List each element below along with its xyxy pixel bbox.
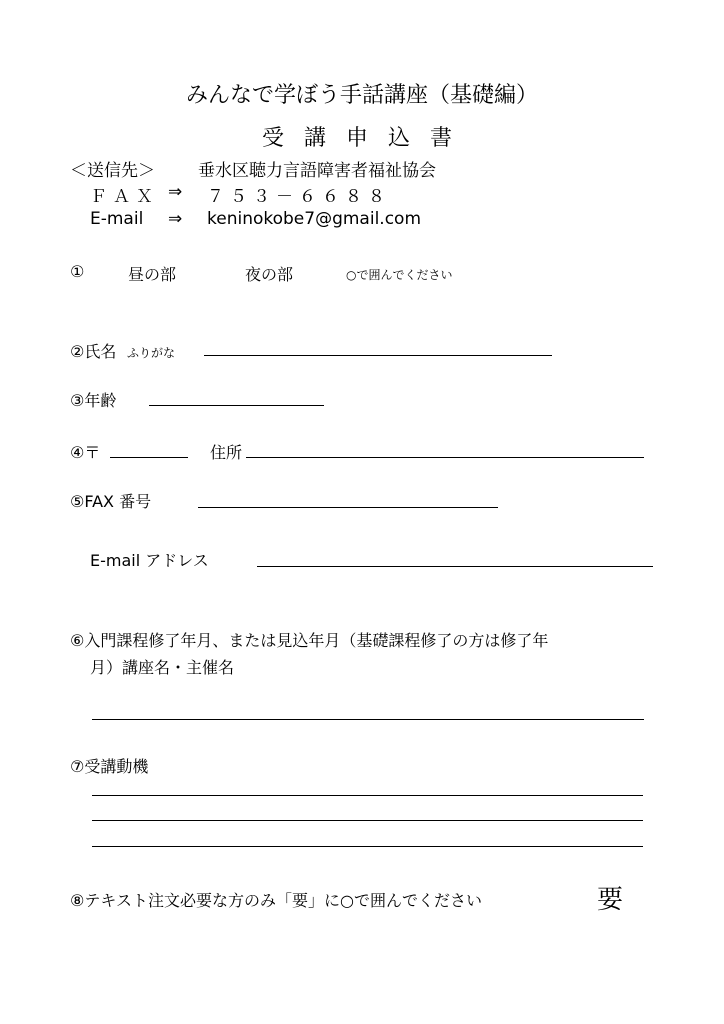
motivation-field-1[interactable] <box>92 795 643 796</box>
age-label: ③年齢 <box>70 391 117 410</box>
email-label: E-mail <box>90 209 144 229</box>
motivation-label: ⑦受講動機 <box>70 757 149 776</box>
email-address-label: E-mail アドレス <box>90 551 209 570</box>
address-field[interactable] <box>246 457 644 458</box>
name-label: ②氏名 <box>70 342 117 361</box>
age-field[interactable] <box>149 405 324 406</box>
recipient-org: 垂水区聴力言語障害者福祉協会 <box>198 161 436 181</box>
motivation-field-2[interactable] <box>92 820 643 821</box>
postal-label: ④〒 <box>70 443 101 462</box>
fax-label: ＦＡＸ <box>90 187 159 207</box>
name-field[interactable] <box>204 355 552 356</box>
email-arrow: ⇒ <box>168 209 183 229</box>
recipient-label: ＜送信先＞ <box>70 161 155 181</box>
option-day[interactable]: 昼の部 <box>128 265 177 284</box>
course-field[interactable] <box>92 719 644 720</box>
email-address: keninokobe7@gmail.com <box>207 209 422 229</box>
option-night[interactable]: 夜の部 <box>245 265 294 284</box>
form-subtitle: 受講申込書 <box>261 126 472 151</box>
postal-field[interactable] <box>110 457 188 458</box>
fax-number-label: ⑤FAX 番号 <box>70 492 152 511</box>
textbook-order-label: ⑧テキスト注文必要な方のみ「要」に○で囲んでください <box>70 891 482 910</box>
address-label: 住所 <box>210 443 243 462</box>
fax-arrow: ⇒ <box>168 182 183 202</box>
q1-number: ① <box>70 262 85 281</box>
motivation-field-3[interactable] <box>92 846 643 847</box>
course-question-line2: 月）講座名・主催名 <box>90 658 235 677</box>
fax-number-field[interactable] <box>198 507 498 508</box>
email-address-field[interactable] <box>257 566 653 567</box>
fax-number: ７５３－６６８８ <box>207 187 391 207</box>
name-ruby: ふりがな <box>127 346 176 360</box>
textbook-required-mark[interactable]: 要 <box>597 885 624 915</box>
q1-note: ○で囲んでください <box>346 268 453 282</box>
course-question-line1: ⑥入門課程修了年月、または見込年月（基礎課程修了の方は修了年 <box>70 631 549 650</box>
form-title: みんなで学ぼう手話講座（基礎編） <box>185 83 538 108</box>
